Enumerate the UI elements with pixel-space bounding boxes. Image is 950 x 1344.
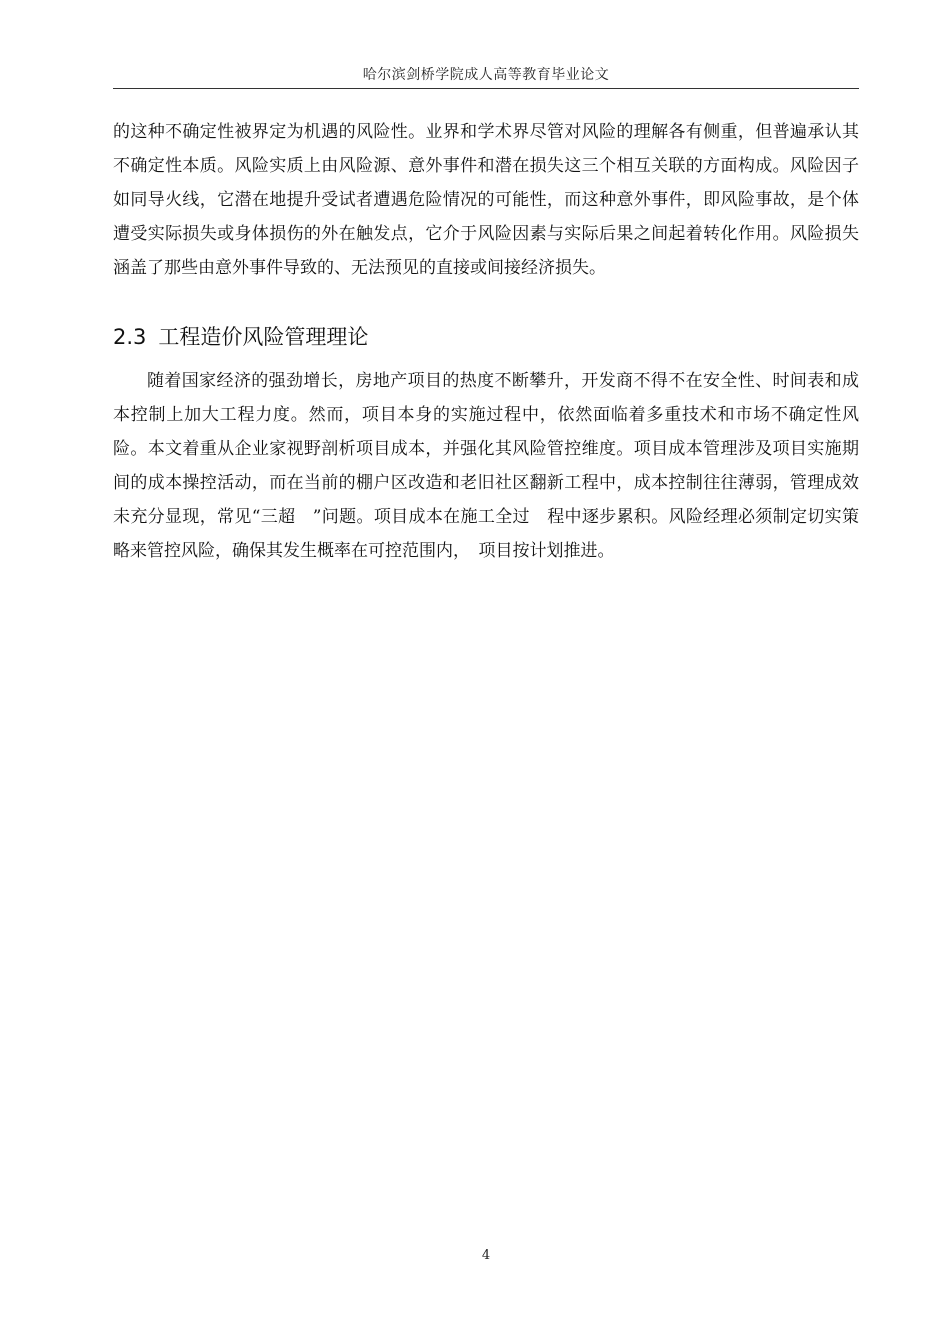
section-number: 2.3 (113, 325, 147, 349)
body-paragraph-1: 的这种不确定性被界定为机遇的风险性。业界和学术界尽管对风险的理解各有侧重，但普遍承认其不确定性本质。风险实质上由风险源、意外事件和潜在损失这三个相互关联的方面构成。风险因子如同导火线，它潜在地提升受试者遭遇危险情况的可能性，而这种意外事件，即风险事故，是个体遭受实际损失或身体损伤的外在触发点，它介于风险因素与实际后果之间起着转化作用。风险损失涵盖了那些由意外事件导致的、无法预见的直接或间接经济损失。 (113, 122, 859, 278)
section-heading (113, 322, 368, 352)
body-paragraph-2: 随着国家经济的强劲增长，房地产项目的热度不断攀升，开发商不得不在安全性、时间表和成本控制上加大工程力度。然而，项目本身的实施过程中，依然面临着多重技术和市场不确定性风险。本文着重从企业家视野剖析项目成本，并强化其风险管控维度。项目成本管理涉及项目实施期间的成本操控活动，而在当前的棚户区改造和老旧社区翻新工程中，成本控制往往薄弱，管理成效未充分显现，常见“三超 ”问题。项目成本在施工全过 程中逐步累积。风险经理必须制定切实策略来管控风险，确保其发生概率在可控范围内， 项目按计划推进。 (113, 371, 859, 561)
section-title: 工程造价风险管理理论 (158, 325, 369, 349)
header-rule (113, 88, 859, 89)
running-header: 哈尔滨剑桥学院成人高等教育毕业论文 (362, 67, 610, 83)
page-number: 4 (481, 1248, 491, 1263)
